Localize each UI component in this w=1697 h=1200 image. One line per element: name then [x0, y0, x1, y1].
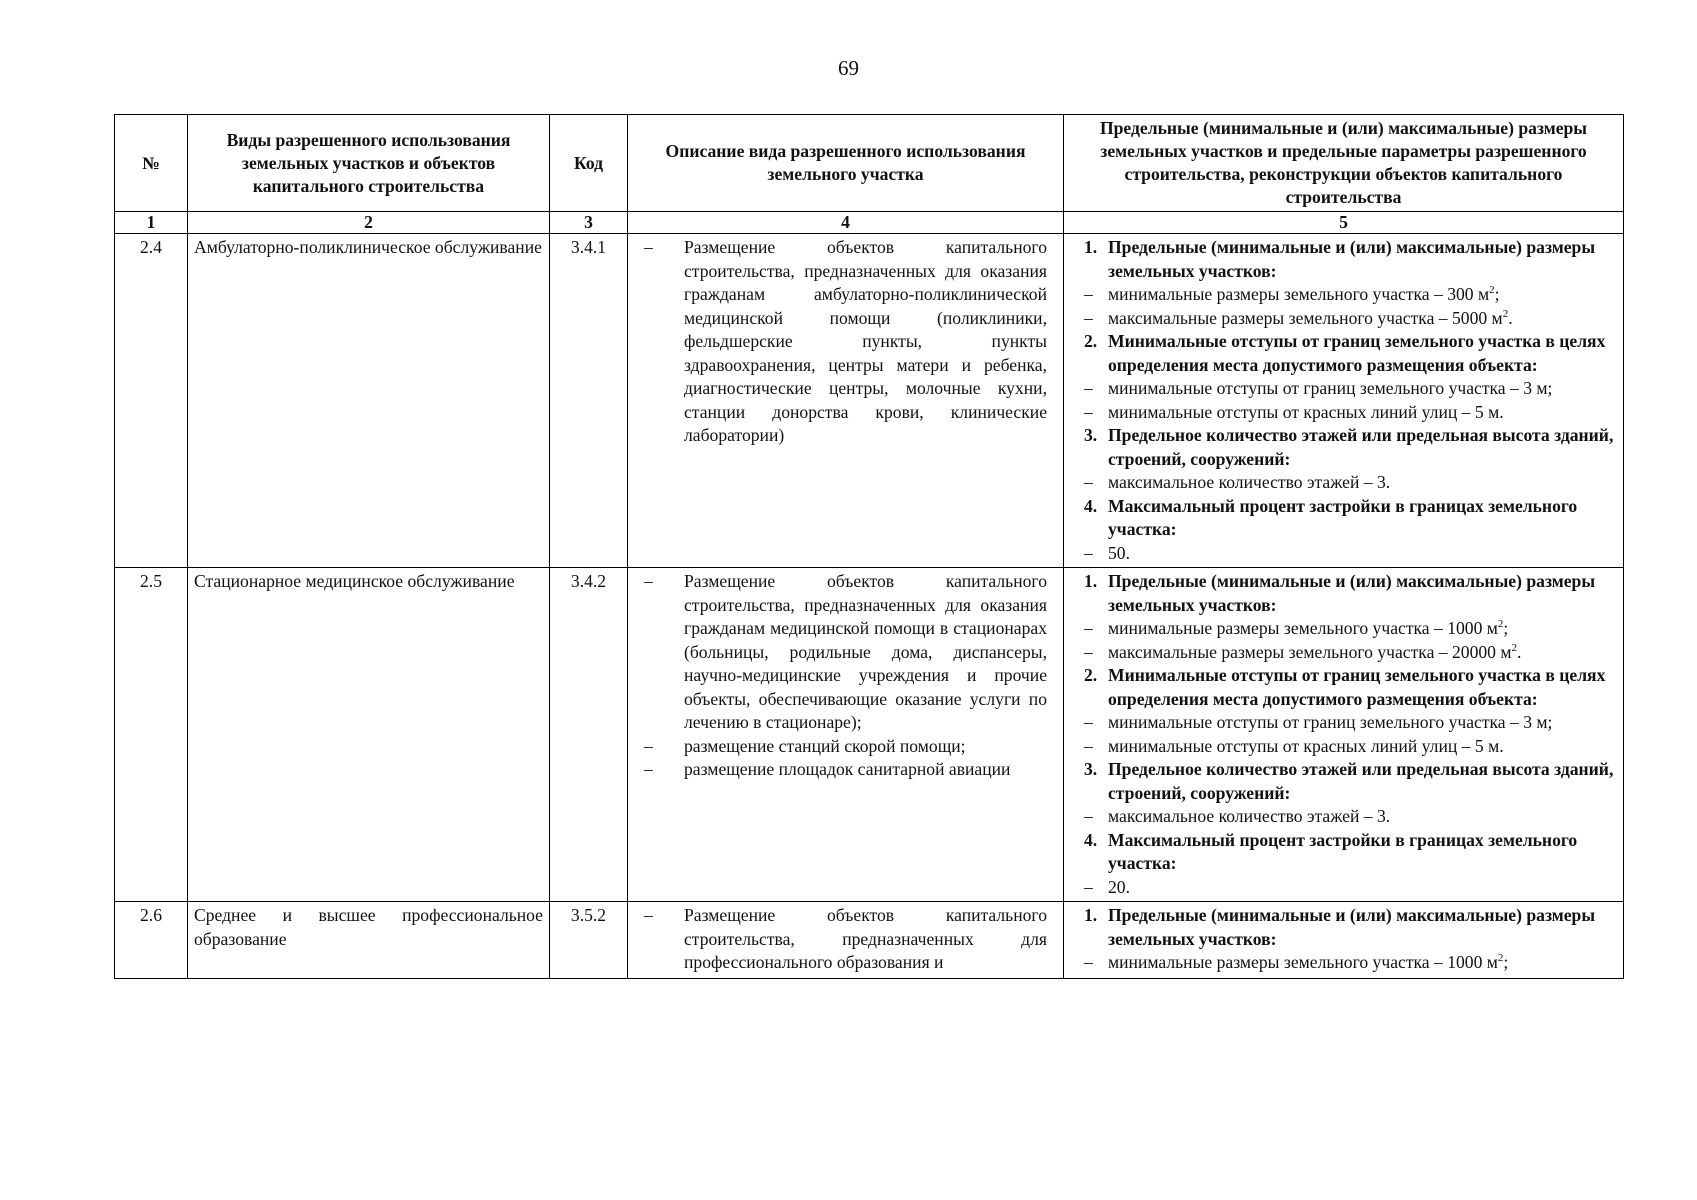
list-item: – минимальные размеры земельного участка – 300 $м^2$;: [1084, 284, 1500, 304]
list-item: – минимальные отступы от красных линий улиц – 5 м.: [1084, 735, 1504, 756]
header-types: Виды разрешенного использования земельных участков и объектов капитального строительства: [188, 115, 550, 212]
list-item: – максимальные размеры земельного участка – 5000 $м^2$.: [1084, 307, 1513, 328]
use-code: 3.4.2: [550, 568, 628, 902]
table-row: [115, 568, 1624, 902]
use-params: [1064, 568, 1624, 902]
table-header-row: [115, 115, 1624, 212]
use-type: Амбулаторно-поликлиническое обслуживание: [188, 234, 550, 568]
column-number: 4: [628, 212, 1064, 234]
list-item: – минимальные размеры земельного участка – 1000 $м^2$;: [1084, 618, 1509, 638]
use-code: 3.4.1: [550, 234, 628, 568]
param-heading: 2. Минимальные отступы от границ земельного участка в целях определения места допустимого размещения объекта:: [1084, 665, 1606, 709]
column-number: 5: [1064, 212, 1624, 234]
param-heading: 4. Максимальный процент застройки в границах земельного участка:: [1084, 495, 1578, 539]
list-item: – 50.: [1084, 542, 1130, 563]
use-type: Среднее и высшее профессиональное образование: [188, 902, 550, 979]
list-item: – минимальные размеры земельного участка – 1000 $м^2$;: [1084, 952, 1509, 972]
regulations-table: [114, 114, 1624, 979]
header-description: Описание вида разрешенного использования земельного участка: [628, 115, 1064, 212]
row-number: 2.4: [115, 234, 188, 568]
table-row: [115, 902, 1624, 979]
list-item: – размещение станций скорой помощи;: [644, 735, 966, 756]
list-item: – минимальные отступы от красных линий улиц – 5 м.: [1084, 401, 1504, 422]
param-heading: 1. Предельные (минимальные и (или) максимальные) размеры земельных участков:: [1084, 571, 1596, 615]
param-heading: 3. Предельное количество этажей или предельная высота зданий, строений, сооружений:: [1084, 759, 1614, 803]
param-heading: 4. Максимальный процент застройки в границах земельного участка:: [1084, 829, 1578, 873]
table-row: [115, 234, 1624, 568]
list-item: – Размещение объектов капитального строительства, предназначенных для оказания гражданам амбулаторно-поликлинической медицинской помощи (поликлиники, фельдшерские пункты, пункты здравоохранения, центры матери и ребенка, диагностические центры, молочные кухни, станции донорства крови, клинические лаборатории): [644, 237, 1047, 445]
row-number: 2.6: [115, 902, 188, 979]
list-item: – максимальное количество этажей – 3.: [1084, 806, 1391, 826]
use-description: [628, 902, 1064, 979]
list-item: – максимальное количество этажей – 3.: [1084, 472, 1391, 492]
list-item: – максимальные размеры земельного участка – 20000 $м^2$.: [1084, 641, 1522, 662]
param-heading: 1. Предельные (минимальные и (или) максимальные) размеры земельных участков:: [1084, 237, 1596, 281]
column-number: 2: [188, 212, 550, 234]
param-heading: 2. Минимальные отступы от границ земельного участка в целях определения места допустимого размещения объекта:: [1084, 331, 1606, 375]
list-item: – минимальные отступы от границ земельного участка – 3 м;: [1084, 378, 1553, 398]
column-number-row: [115, 212, 1624, 234]
use-code: 3.5.2: [550, 902, 628, 979]
header-params: Предельные (минимальные и (или) максимальные) размеры земельных участков и предельные параметры разрешенного строительства, реконструкции объектов капитального строительства: [1064, 115, 1624, 212]
use-type: Стационарное медицинское обслуживание: [188, 568, 550, 902]
row-number: 2.5: [115, 568, 188, 902]
header-code: Код: [550, 115, 628, 212]
use-params: [1064, 234, 1624, 568]
list-item: – минимальные отступы от границ земельного участка – 3 м;: [1084, 712, 1553, 732]
list-item: – 20.: [1084, 876, 1130, 897]
page-number: 69: [838, 56, 859, 80]
use-params: [1064, 902, 1624, 979]
column-number: 1: [115, 212, 188, 234]
list-item: – размещение площадок санитарной авиации: [644, 759, 1011, 779]
use-description: [628, 568, 1064, 902]
param-heading: 1. Предельные (минимальные и (или) максимальные) размеры земельных участков:: [1084, 905, 1596, 949]
header-num: №: [115, 115, 188, 212]
column-number: 3: [550, 212, 628, 234]
use-description: [628, 234, 1064, 568]
param-heading: 3. Предельное количество этажей или предельная высота зданий, строений, сооружений:: [1084, 425, 1614, 469]
list-item: – Размещение объектов капитального строительства, предназначенных для оказания гражданам медицинской помощи в стационарах (больницы, родильные дома, диспансеры, научно-медицинские учреждения и прочие объекты, обеспечивающие оказание услуги по лечению в стационаре);: [644, 571, 1047, 732]
list-item: – Размещение объектов капитального строительства, предназначенных для профессионального образования и: [644, 905, 1047, 972]
